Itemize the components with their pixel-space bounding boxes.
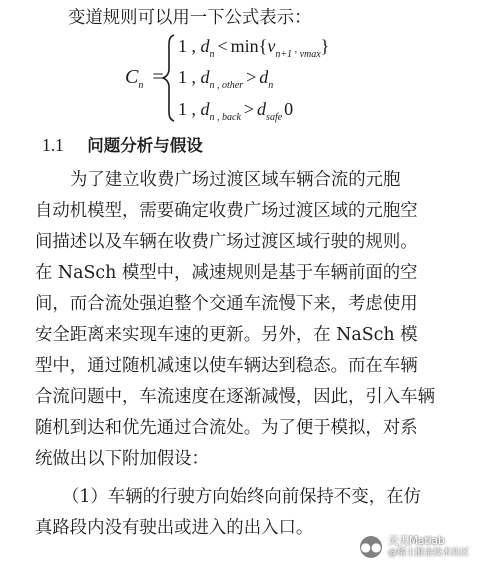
left-brace	[162, 33, 176, 123]
formula-eq: =	[152, 66, 164, 88]
wechat-icon: ●●	[360, 536, 382, 558]
paragraph-line: 自动机模型，需要确定收费广场过渡区域的元胞空	[35, 201, 418, 221]
formula-lhs-var: C	[125, 66, 139, 88]
paragraph-line: 在 NaSch 模型中，减速规则是基于车辆前面的空	[35, 263, 418, 283]
paragraph-line: 型中，通过随机减速以使车辆达到稳态。而在车辆	[35, 356, 418, 376]
paragraph-line: 安全距离来实现车速的更新。另外，在 NaSch 模	[35, 325, 418, 345]
section-heading	[42, 133, 203, 158]
assumption-line: 真路段内没有驶出或进入的出入口。	[35, 518, 314, 538]
watermark-line-2: @稀土掘金技术社区	[387, 548, 469, 558]
paragraph-line: 合流问题中，车流速度在逐渐减慢，因此，引入车辆	[35, 387, 435, 407]
formula-case-1: 1 , $d_n < \min\{v_{n+1}$ , $_{vmax}$}	[178, 36, 330, 60]
formula-block	[0, 0, 479, 130]
paragraph-line: 为了建立收费广场过渡区域车辆合流的元胞	[70, 170, 401, 190]
formula-case-2: 1 , $d_{n , other} > d_n$	[178, 67, 274, 91]
formula-lhs-sub: n	[138, 80, 144, 91]
paragraph-line: 间，而合流处强迫整个交通车流慢下来，考虑使用	[35, 294, 418, 314]
section-number: 1.1	[42, 135, 64, 155]
formula-case-3: 1 , $d_{n , back} > d_{safe}$ 0	[178, 99, 294, 123]
assumption-line: （1）车辆的行驶方向始终向前保持不变，在仿	[62, 487, 421, 507]
watermark-line-1: 天天Matlab	[387, 535, 445, 547]
section-title: 问题分析与假设	[87, 136, 203, 155]
intro-text: 变道规则可以用一下公式表示：	[68, 8, 312, 28]
paragraph-line: 间描述以及车辆在收费广场过渡区域行驶的规则。	[35, 232, 418, 252]
formula-lhs	[125, 66, 164, 89]
watermark	[360, 535, 469, 559]
paragraph-line: 随机到达和优先通过合流处。为了便于模拟，对系	[35, 418, 418, 438]
paragraph-line: 统做出以下附加假设：	[35, 449, 209, 469]
